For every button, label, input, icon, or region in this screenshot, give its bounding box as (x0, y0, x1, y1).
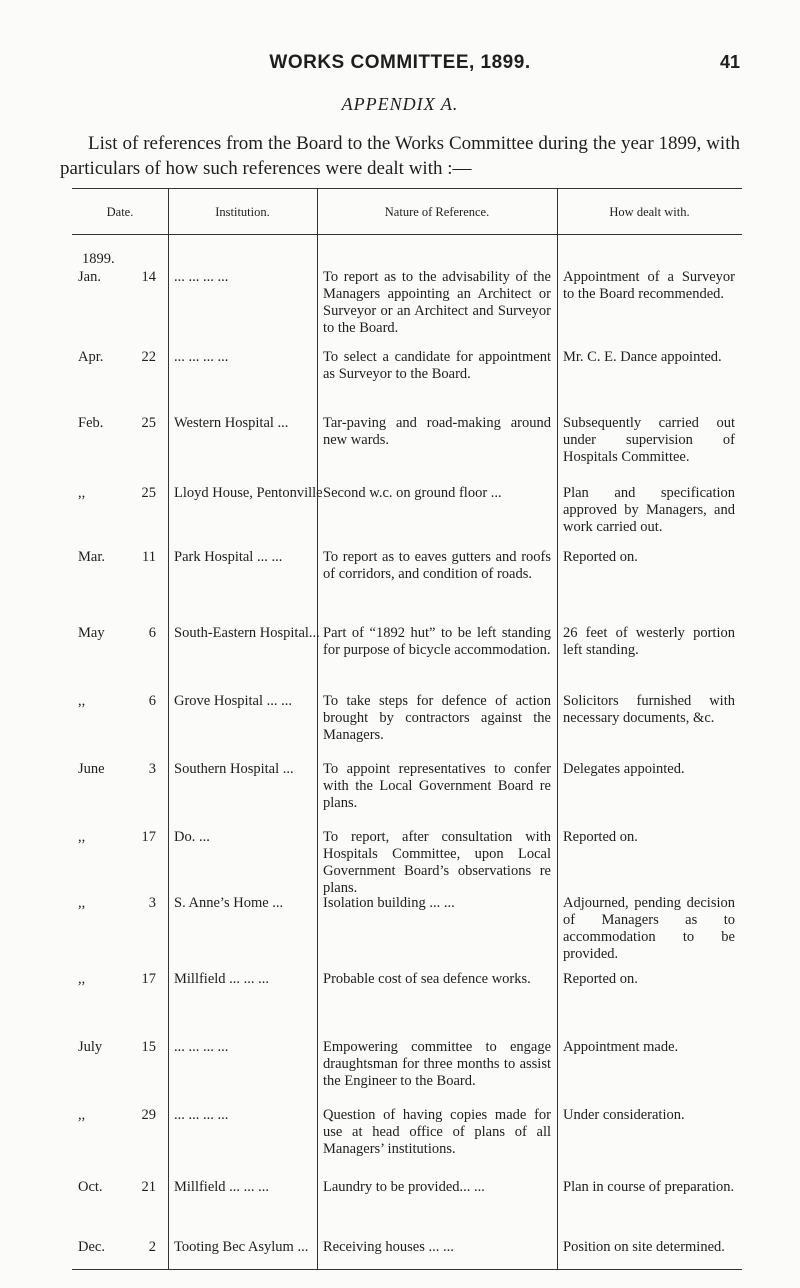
table-row-institution: Western Hospital ... (174, 415, 289, 431)
table-row-how-dealt: Mr. C. E. Dance appointed. (563, 349, 722, 365)
date-month: ,, (78, 1107, 86, 1123)
table-row-how-dealt: Reported on. (563, 549, 638, 565)
appendix-title: APPENDIX A. (341, 94, 459, 114)
table-row-nature: To report as to eaves gutters and roofs of corridors, and condition of roads. (323, 549, 551, 582)
table-row-institution: Millfield ... ... ... (174, 971, 270, 987)
table-row-date (78, 971, 162, 988)
table-row-date (78, 1239, 162, 1256)
date-day: 29 (141, 1107, 156, 1123)
table-row-institution: Millfield ... ... ... (174, 1179, 270, 1195)
table-row-date (78, 693, 162, 710)
date-day: 3 (148, 761, 156, 777)
references-table (72, 188, 742, 1270)
table-row-nature: Part of “1892 hut” to be left standing for purpose of bicycle accommodation. (323, 625, 551, 658)
table-row-institution: ... ... ... ... (174, 349, 229, 365)
table-row-how-dealt: Appointment of a Surveyor to the Board recommended. (563, 269, 735, 302)
date-month: ,, (78, 971, 86, 987)
column-header-institution: Institution. (215, 205, 270, 219)
table-row-how-dealt: Under consideration. (563, 1107, 685, 1123)
date-month: ,, (78, 895, 86, 911)
date-day: 21 (141, 1179, 156, 1195)
intro-paragraph: List of references from the Board to the Works Committee during the year 1899, with particulars of how such references were dealt with :— (60, 133, 740, 179)
table-row-institution: Grove Hospital ... ... (174, 693, 292, 709)
column-header-date: Date. (106, 205, 134, 219)
table-row-institution: South-Eastern Hospital... (174, 625, 320, 641)
table-row-how-dealt: Subsequently carried out under supervision of Hospitals Committee. (563, 415, 735, 465)
table-row-date (78, 895, 162, 912)
table-row-nature: To select a candidate for appointment as Surveyor to the Board. (323, 349, 551, 382)
date-month: Jan. (78, 269, 101, 285)
date-month: Mar. (78, 549, 105, 565)
date-month: ,, (78, 485, 86, 501)
column-rule (557, 189, 558, 1269)
table-row-institution: ... ... ... ... (174, 269, 229, 285)
date-month: Dec. (78, 1239, 105, 1255)
date-day: 6 (148, 693, 156, 709)
date-month: Oct. (78, 1179, 103, 1195)
date-day: 14 (141, 269, 156, 285)
table-row-nature: Probable cost of sea defence works. (323, 971, 531, 987)
table-row-nature: Tar-paving and road-making around new wards. (323, 415, 551, 448)
table-row-how-dealt: Solicitors furnished with necessary documents, &c. (563, 693, 735, 726)
table-row-date (78, 269, 162, 286)
date-month: Feb. (78, 415, 104, 431)
column-header-how: How dealt with. (609, 205, 690, 219)
table-row-date (78, 1179, 162, 1196)
table-row-how-dealt: Delegates appointed. (563, 761, 685, 777)
table-row-institution: Do. ... (174, 829, 210, 845)
year-label: 1899. (82, 251, 115, 267)
table-row-institution: S. Anne’s Home ... (174, 895, 284, 911)
table-row-nature: To take steps for defence of action brought by contractors against the Managers. (323, 693, 551, 743)
table-row-nature: Empowering committee to engage draughtsman for three months to assist the Engineer to the Board. (323, 1039, 551, 1089)
table-row-date (78, 415, 162, 432)
date-month: ,, (78, 829, 86, 845)
page-number: 41 (719, 52, 740, 72)
date-day: 25 (141, 415, 156, 431)
table-row-institution: ... ... ... ... (174, 1039, 229, 1055)
table-row-institution: ... ... ... ... (174, 1107, 229, 1123)
table-row-nature: To report, after consultation with Hospitals Committee, upon Local Government Board’s observations re plans. (323, 829, 551, 896)
date-day: 17 (141, 829, 156, 845)
table-row-date (78, 625, 162, 642)
table-row-nature: To appoint representatives to confer with the Local Government Board re plans. (323, 761, 551, 811)
date-day: 15 (141, 1039, 156, 1055)
date-day: 3 (148, 895, 156, 911)
column-rule (317, 189, 318, 1269)
date-month: May (78, 625, 105, 641)
table-row-date (78, 1107, 162, 1124)
date-day: 22 (141, 349, 156, 365)
date-month: ,, (78, 693, 86, 709)
table-row-how-dealt: Plan and specification approved by Managers, and work carried out. (563, 485, 735, 535)
running-head (0, 52, 800, 78)
date-day: 2 (148, 1239, 156, 1255)
date-day: 17 (141, 971, 156, 987)
column-rule (168, 189, 169, 1269)
table-row-date (78, 1039, 162, 1056)
table-row-date (78, 549, 162, 566)
table-row-how-dealt: Position on site determined. (563, 1239, 725, 1255)
date-month: Apr. (78, 349, 104, 365)
table-row-date (78, 349, 162, 366)
date-month: June (78, 761, 105, 777)
table-row-how-dealt: Plan in course of preparation. (563, 1179, 735, 1195)
table-row-nature: To report as to the advisability of the Managers appointing an Architect or Surveyor or an Architect and Surveyor to the Board. (323, 269, 551, 336)
table-row-date (78, 761, 162, 778)
date-month: July (78, 1039, 103, 1055)
header-rule (72, 234, 742, 235)
date-day: 6 (148, 625, 156, 641)
table-row-nature: Receiving houses ... ... (323, 1239, 454, 1255)
table-row-how-dealt: Reported on. (563, 829, 638, 845)
date-day: 11 (142, 549, 156, 565)
table-row-how-dealt: Adjourned, pending decision of Managers as to accommodation to be provided. (563, 895, 735, 962)
table-row-institution: Tooting Bec Asylum ... (174, 1239, 309, 1255)
table-row-institution: Southern Hospital ... (174, 761, 294, 777)
table-row-nature: Laundry to be provided... ... (323, 1179, 485, 1195)
table-row-date (78, 485, 162, 502)
table-row-date (78, 829, 162, 846)
table-row-nature: Second w.c. on ground floor ... (323, 485, 502, 501)
table-row-how-dealt: Appointment made. (563, 1039, 679, 1055)
running-title: WORKS COMMITTEE, 1899. (269, 52, 531, 73)
table-row-nature: Isolation building ... ... (323, 895, 455, 911)
table-row-institution: Park Hospital ... ... (174, 549, 283, 565)
table-row-nature: Question of having copies made for use at head office of plans of all Managers’ institutions. (323, 1107, 551, 1157)
table-row-how-dealt: Reported on. (563, 971, 638, 987)
table-row-institution: Lloyd House, Pentonville (174, 485, 323, 501)
table-row-how-dealt: 26 feet of westerly portion left standing. (563, 625, 735, 658)
column-header-nature: Nature of Reference. (384, 205, 490, 219)
date-day: 25 (141, 485, 156, 501)
